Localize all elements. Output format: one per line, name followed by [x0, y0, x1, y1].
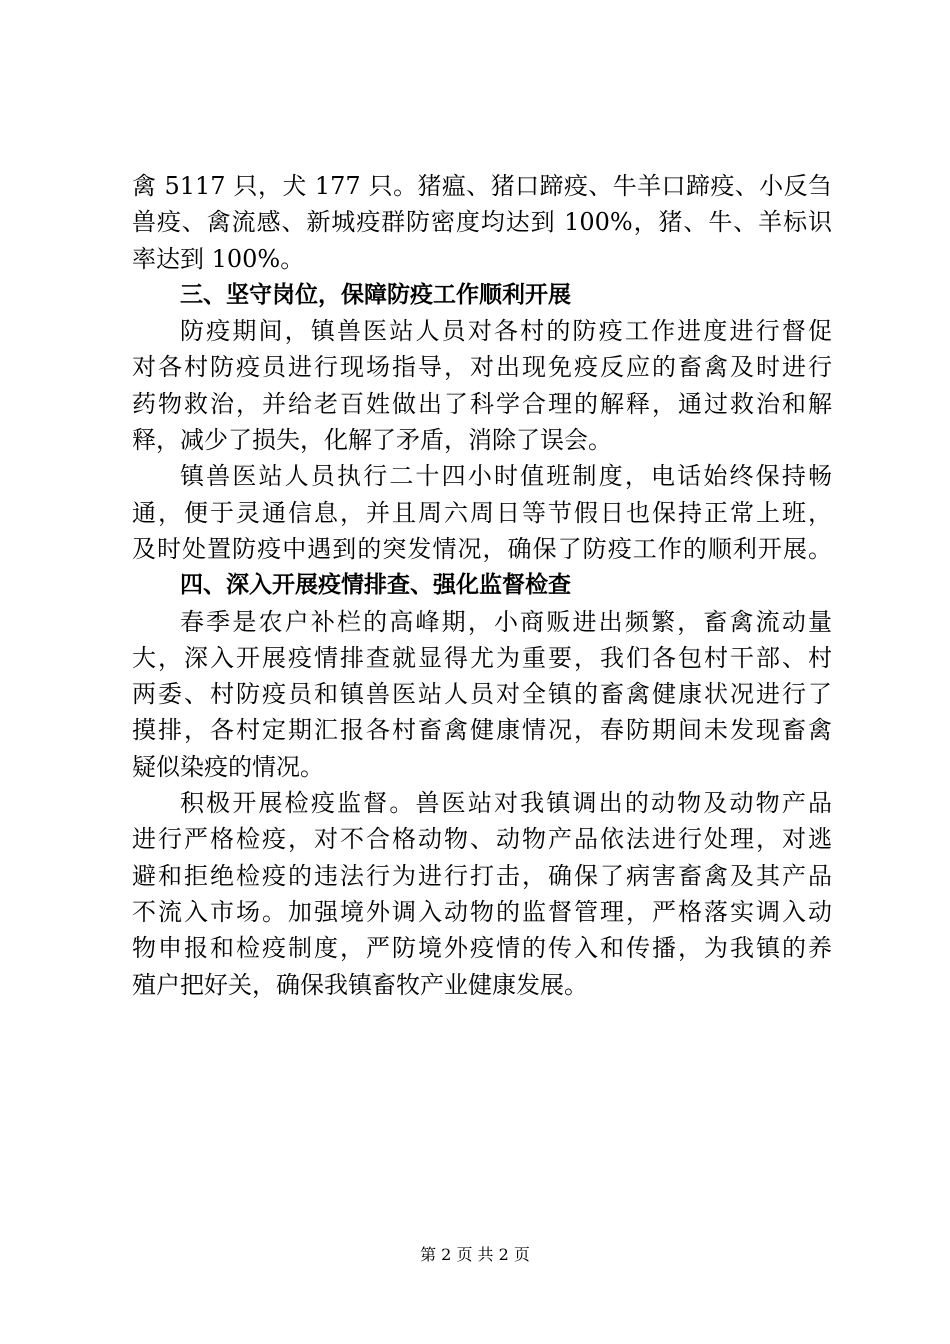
text-line: 率达到 100%。 — [132, 244, 305, 273]
text-line: 防疫期间，镇兽医站人员对各村的防疫工作进度进行督促 — [180, 317, 832, 346]
text-line: 春季是农户补栏的高峰期，小商贩进出频繁，畜禽流动量 — [180, 607, 832, 636]
text-line: 及时处置防疫中遇到的突发情况，确保了防疫工作的顺利开展。 — [132, 534, 832, 563]
text-line: 对各村防疫员进行现场指导，对出现免疫反应的畜禽及时进行 — [132, 353, 832, 382]
text-line: 殖户把好关，确保我镇畜牧产业健康发展。 — [132, 970, 588, 999]
body-paragraph — [132, 313, 832, 458]
body-paragraph — [132, 604, 832, 785]
text-line: 禽 5117 只，犬 177 只。猪瘟、猪口蹄疫、牛羊口蹄疫、小反刍 — [132, 172, 832, 200]
text-line: 释，减少了损失，化解了矛盾，消除了误会。 — [132, 426, 612, 455]
text-line: 镇兽医站人员执行二十四小时值班制度，电话始终保持畅 — [180, 462, 832, 491]
body-paragraph — [132, 785, 832, 1003]
text-line: 进行严格检疫，对不合格动物、动物产品依法进行处理，对逃 — [132, 825, 832, 854]
text-line: 两委、村防疫员和镇兽医站人员对全镇的畜禽健康状况进行了 — [132, 680, 832, 709]
paragraph-continuation — [132, 168, 832, 277]
page-number-label: 第 2 页 共 2 页 — [420, 1245, 530, 1264]
text-line: 摸排，各村定期汇报各村畜禽健康情况，春防期间未发现畜禽 — [132, 716, 832, 745]
text-line: 避和拒绝检疫的违法行为进行打击，确保了病害畜禽及其产品 — [132, 861, 832, 890]
body-paragraph — [132, 458, 832, 567]
heading-text: 四、深入开展疫情排查、强化监督检查 — [180, 572, 571, 599]
text-line: 疑似染疫的情况。 — [132, 752, 324, 781]
text-line: 兽疫、禽流感、新城疫群防密度均达到 100%，猪、牛、羊标识 — [132, 208, 832, 237]
text-line: 积极开展检疫监督。兽医站对我镇调出的动物及动物产品 — [180, 789, 832, 818]
section-heading-4 — [132, 567, 832, 603]
section-heading-3 — [132, 277, 832, 313]
document-body — [132, 168, 832, 1003]
text-line: 药物救治，并给老百姓做出了科学合理的解释，通过救治和解 — [132, 389, 832, 418]
text-line: 物申报和检疫制度，严防境外疫情的传入和传播，为我镇的养 — [132, 934, 832, 963]
heading-text: 三、坚守岗位，保障防疫工作顺利开展 — [180, 281, 571, 308]
page-footer — [0, 1243, 950, 1267]
text-line: 大，深入开展疫情排查就显得尤为重要，我们各包村干部、村 — [132, 643, 832, 672]
text-line: 不流入市场。加强境外调入动物的监督管理，严格落实调入动 — [132, 897, 832, 926]
text-line: 通，便于灵通信息，并且周六周日等节假日也保持正常上班， — [132, 498, 832, 527]
